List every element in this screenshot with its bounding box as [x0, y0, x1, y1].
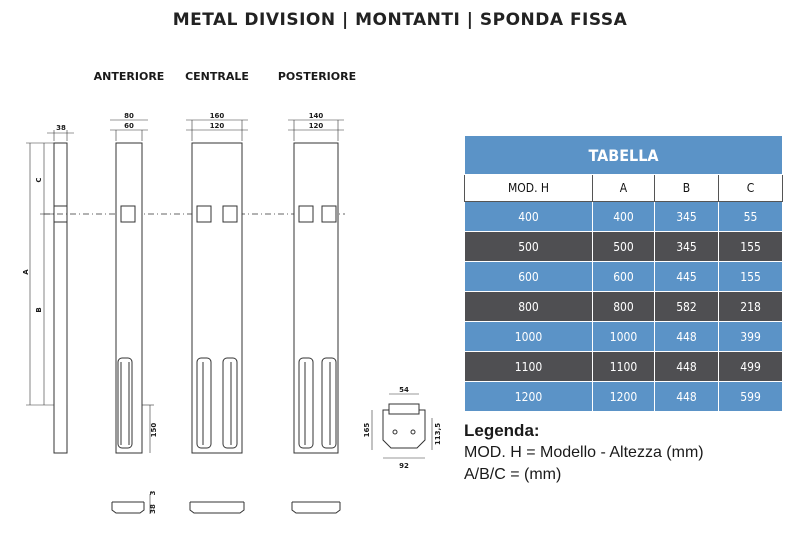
table-row	[465, 262, 783, 292]
view-label-centrale: CENTRALE	[185, 70, 249, 83]
view-label-anteriore: ANTERIORE	[93, 70, 165, 83]
dim-bracket-w: 92	[399, 462, 409, 470]
table-cell: 445	[655, 262, 719, 292]
dim-sec-b: 38	[149, 504, 157, 514]
table-cell: 1100	[593, 352, 655, 382]
page-title: METAL DIVISION | MONTANTI | SPONDA FISSA	[172, 10, 628, 30]
dim-ant-inner: 60	[124, 122, 134, 130]
dim-cen-inner: 120	[209, 122, 225, 130]
legend-line: A/B/C = (mm)	[464, 466, 562, 483]
table-cell: 345	[655, 202, 719, 232]
dim-sec-a: 3	[149, 490, 157, 496]
table-cell: 400	[593, 202, 655, 232]
table-cell: 599	[719, 382, 783, 412]
legend-title: Legenda:	[464, 421, 540, 440]
posteriore-view	[288, 120, 344, 453]
dim-bracket-h: 165	[363, 422, 371, 438]
dim-a: A	[22, 269, 30, 275]
table-cell: 500	[465, 232, 593, 262]
column-header: B	[655, 175, 719, 202]
table-title: TABELLA	[465, 136, 783, 175]
dimensions-table	[464, 135, 783, 412]
table-cell: 448	[655, 382, 719, 412]
table-cell: 399	[719, 322, 783, 352]
anteriore-view	[110, 120, 154, 453]
legend	[464, 420, 794, 486]
table-row	[465, 202, 783, 232]
table-cell: 448	[655, 322, 719, 352]
table-cell: 600	[593, 262, 655, 292]
table-cell: 1000	[593, 322, 655, 352]
table-cell: 155	[719, 232, 783, 262]
centrale-view	[186, 120, 248, 453]
table-cell: 1200	[465, 382, 593, 412]
table-cell: 600	[465, 262, 593, 292]
column-header: A	[593, 175, 655, 202]
table-cell: 155	[719, 262, 783, 292]
table-cell: 582	[655, 292, 719, 322]
dim-pos-inner: 120	[308, 122, 324, 130]
table-cell: 800	[593, 292, 655, 322]
table-cell: 1000	[465, 322, 593, 352]
bracket-view	[372, 394, 432, 458]
dim-bracket-top: 54	[399, 386, 409, 394]
section-views	[112, 494, 340, 514]
table-row	[465, 382, 783, 412]
view-label-posteriore: POSTERIORE	[277, 70, 357, 83]
column-header: MOD. H	[465, 175, 593, 202]
dim-side-width: 38	[56, 124, 66, 132]
dim-cen-outer: 160	[209, 112, 225, 120]
dim-slot-h: 150	[150, 422, 158, 438]
table-cell: 218	[719, 292, 783, 322]
table-cell: 1200	[593, 382, 655, 412]
dim-c: C	[35, 177, 43, 183]
table-cell: 500	[593, 232, 655, 262]
table-cell: 345	[655, 232, 719, 262]
table-cell: 448	[655, 352, 719, 382]
side-view	[26, 130, 74, 453]
legend-line: MOD. H = Modello - Altezza (mm)	[464, 444, 704, 461]
table-cell: 1100	[465, 352, 593, 382]
table-row	[465, 352, 783, 382]
table-cell: 499	[719, 352, 783, 382]
dim-b: B	[35, 307, 43, 313]
dim-pos-outer: 140	[308, 112, 324, 120]
table-row	[465, 232, 783, 262]
dim-bracket-h2: 113,5	[434, 422, 442, 446]
column-header: C	[719, 175, 783, 202]
table-row	[465, 322, 783, 352]
table-cell: 400	[465, 202, 593, 232]
dim-ant-outer: 80	[124, 112, 134, 120]
table-cell: 800	[465, 292, 593, 322]
table-row	[465, 292, 783, 322]
table-cell: 55	[719, 202, 783, 232]
